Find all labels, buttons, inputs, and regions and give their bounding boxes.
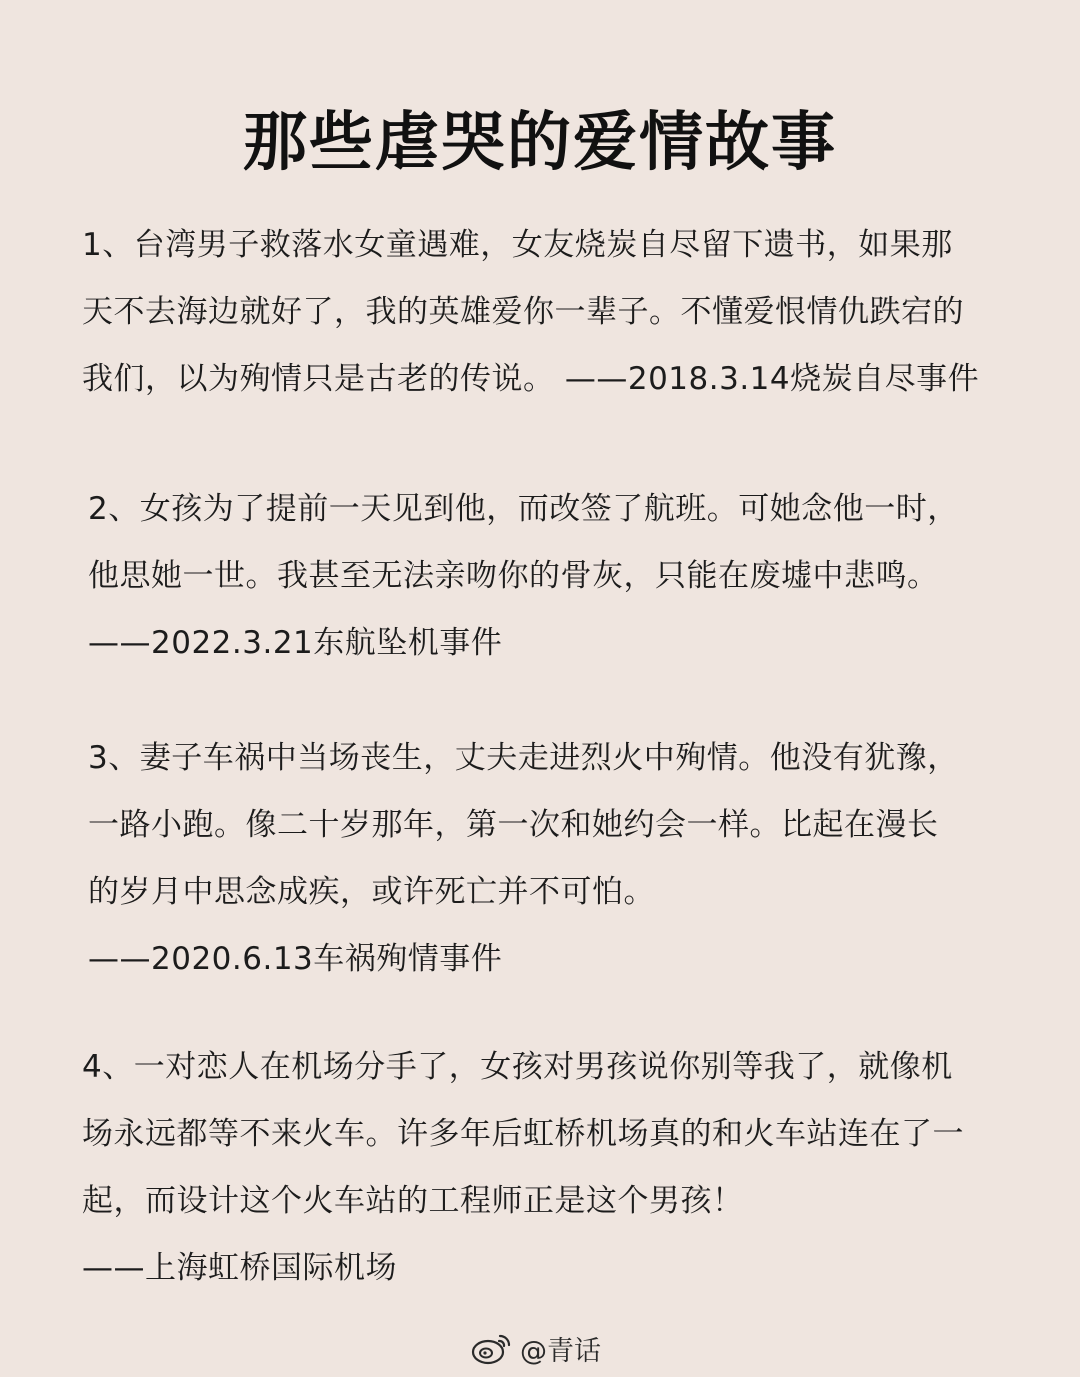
story-3: [88, 725, 1038, 993]
page-title: 那些虐哭的爱情故事: [243, 105, 837, 180]
story-line: ——2020.6.13车祸殉情事件: [88, 941, 503, 977]
story-line: 的岁月中思念成疾，或许死亡并不可怕。: [88, 874, 655, 910]
story-line: 他思她一世。我甚至无法亲吻你的骨灰，只能在废墟中悲鸣。: [88, 558, 939, 594]
story-line: ——上海虹桥国际机场: [82, 1250, 397, 1286]
story-line: 4、一对恋人在机场分手了，女孩对男孩说你别等我了，就像机: [82, 1049, 953, 1085]
watermark-text: @青话: [520, 1335, 601, 1367]
watermark: [470, 1326, 601, 1370]
story-2: [88, 476, 1038, 677]
story-line: 1、台湾男子救落水女童遇难，女友烧炭自尽留下遗书，如果那: [82, 227, 953, 263]
story-4: [82, 1034, 1032, 1302]
story-1: [82, 212, 1032, 413]
story-line: 天不去海边就好了，我的英雄爱你一辈子。不懂爱恨情仇跌宕的: [82, 294, 964, 330]
story-line: 场永远都等不来火车。许多年后虹桥机场真的和火车站连在了一: [82, 1116, 964, 1152]
story-line: 3、妻子车祸中当场丧生，丈夫走进烈火中殉情。他没有犹豫，: [88, 740, 959, 776]
story-line: ——2022.3.21东航坠机事件: [88, 625, 503, 661]
story-line: 一路小跑。像二十岁那年，第一次和她约会一样。比起在漫长: [88, 807, 939, 843]
weibo-icon: [470, 1330, 514, 1366]
story-line: 起，而设计这个火车站的工程师正是这个男孩！: [82, 1183, 744, 1219]
story-line: 2、女孩为了提前一天见到他，而改签了航班。可她念他一时，: [88, 491, 959, 527]
story-line: 我们，以为殉情只是古老的传说。 ——2018.3.14烧炭自尽事件: [82, 361, 980, 397]
